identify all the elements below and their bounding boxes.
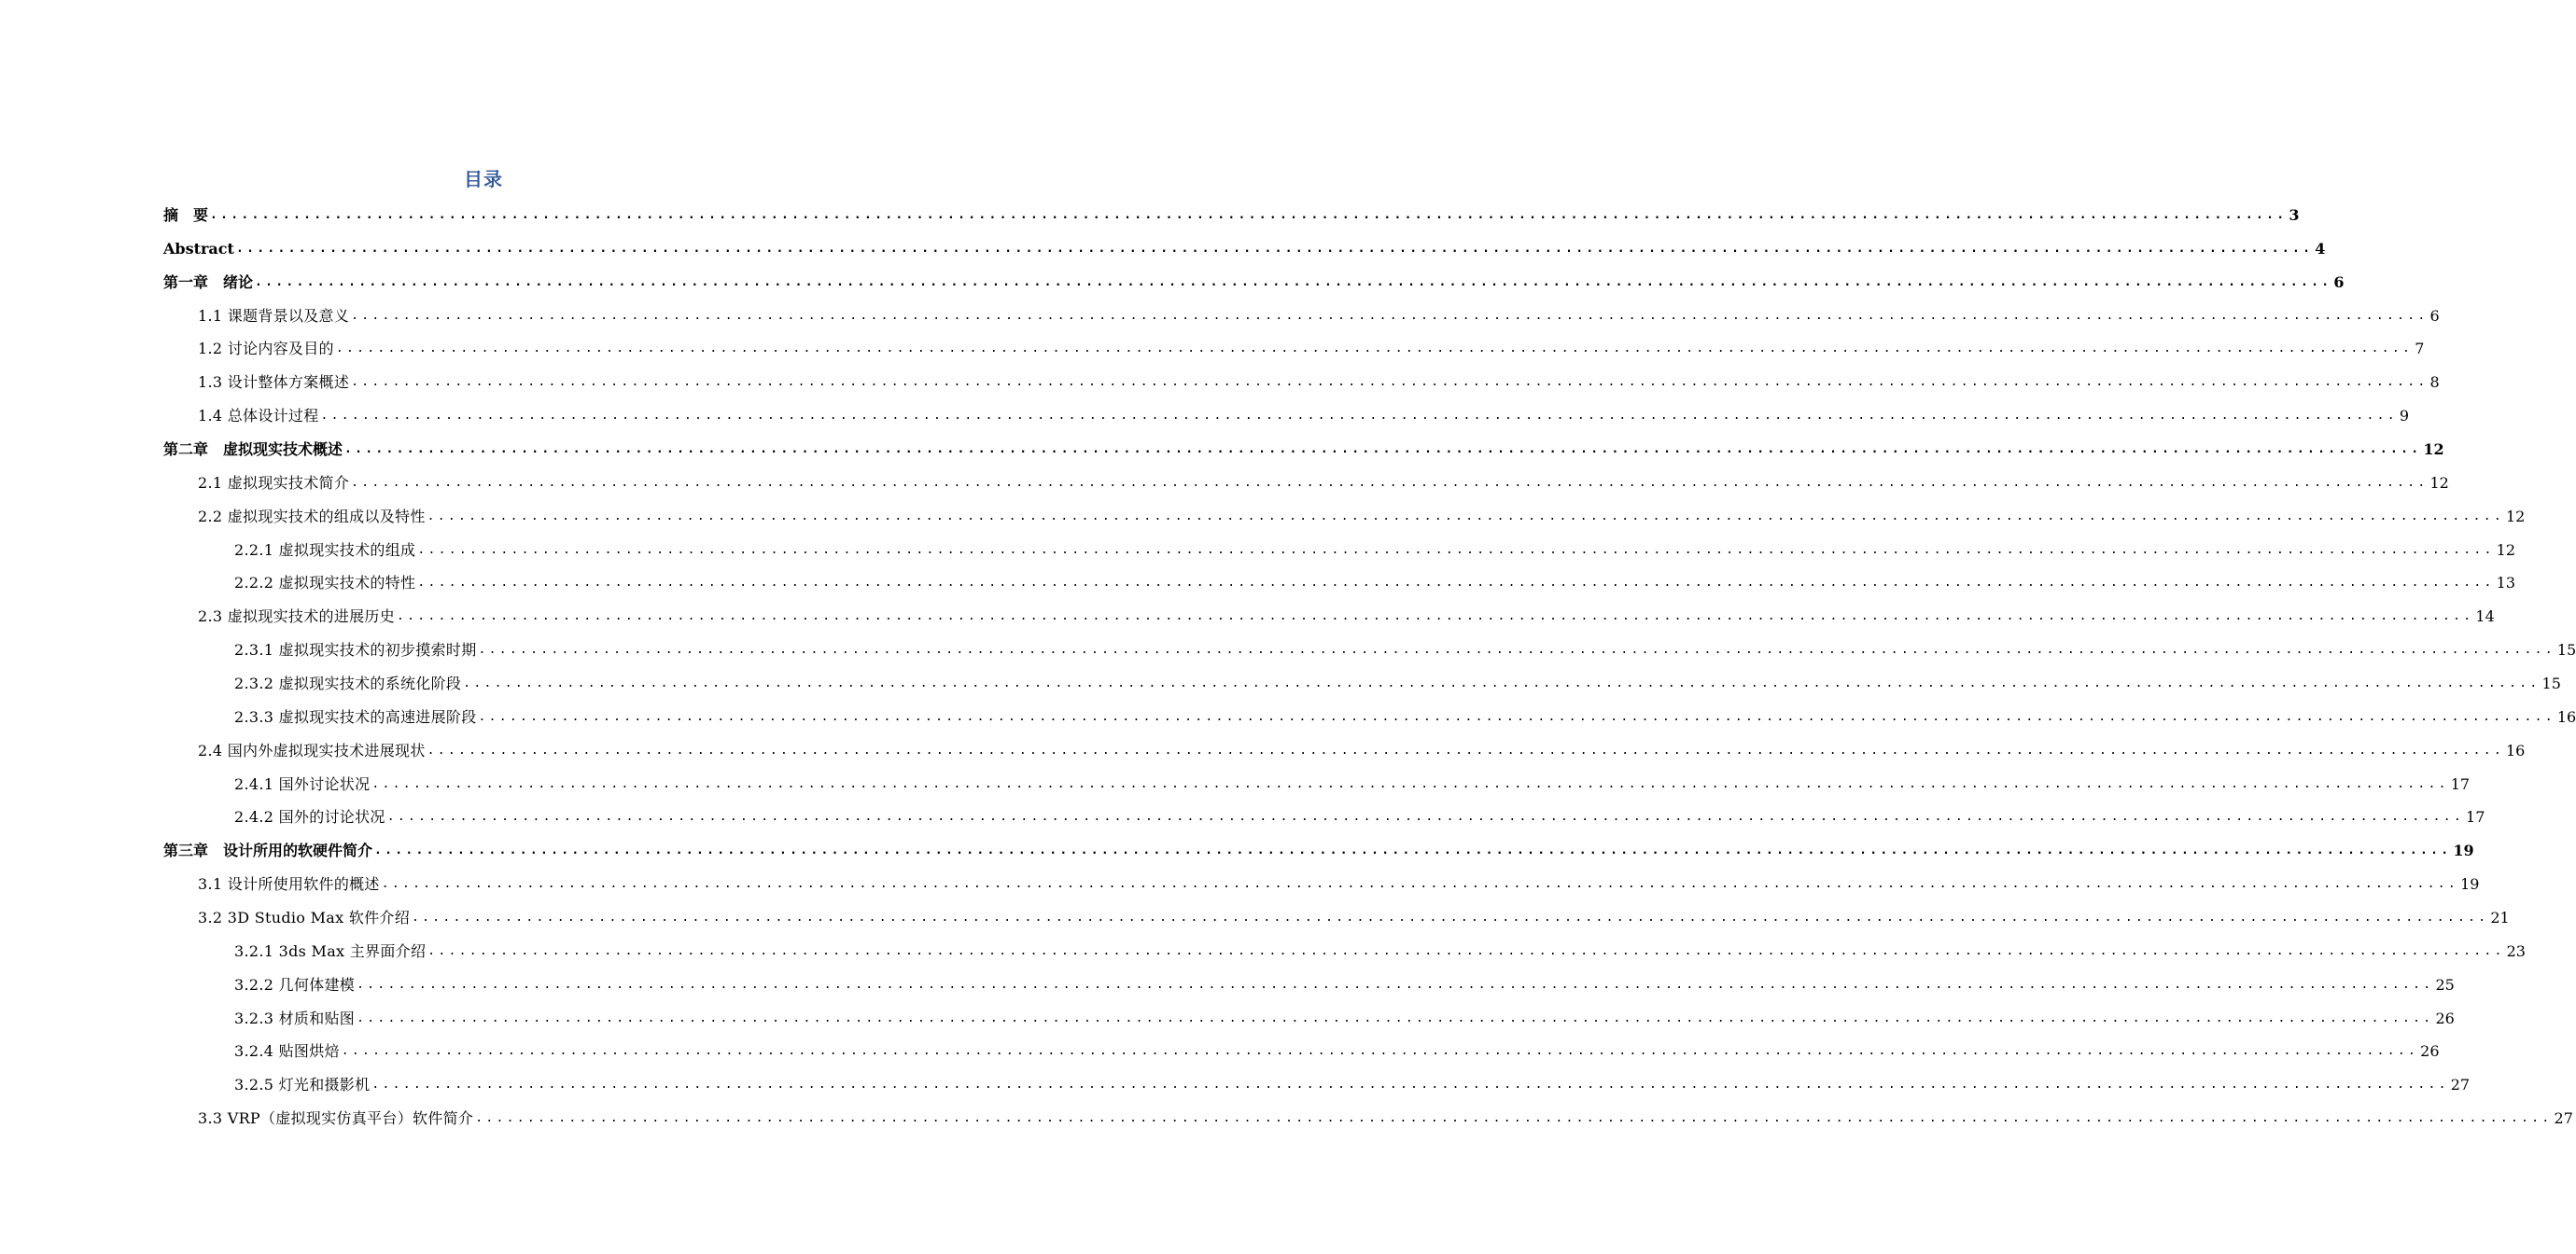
toc-entry-page: 6: [2429, 306, 2440, 325]
toc-entry-label: Abstract: [163, 239, 234, 258]
dot-leader: ........................................................................................................................................................................................................: [335, 341, 2414, 356]
toc-entry-label: 1.2 讨论内容及目的: [198, 340, 334, 358]
dot-leader: ........................................................................................................................................................................................................: [397, 609, 2474, 624]
toc-entry-label: 2.2.1 虚拟现实技术的组成: [234, 540, 416, 559]
dot-leader: ........................................................................................................................................................................................................: [386, 810, 2465, 825]
toc-entry-label: 摘 要: [163, 205, 209, 224]
toc-entry-page: 12: [2496, 540, 2516, 559]
toc-entry-page: 17: [2466, 808, 2485, 827]
dot-leader: ........................................................................................................................................................................................................: [357, 1010, 2434, 1025]
toc-entry-label: 2.4.1 国外讨论状况: [234, 774, 371, 793]
toc-entry-2-2-2[interactable]: [0, 566, 2516, 600]
toc-entry-label: 3.2.1 3ds Max 主界面介绍: [234, 941, 427, 960]
dot-leader: ........................................................................................................................................................................................................: [210, 207, 2288, 222]
dot-leader: ........................................................................................................................................................................................................: [417, 576, 2495, 591]
toc-entry-chapter-2[interactable]: [0, 433, 2444, 467]
dot-leader: ........................................................................................................................................................................................................: [320, 409, 2398, 424]
toc-entry-label: 2.2.2 虚拟现实技术的特性: [234, 574, 416, 592]
toc-entry-3-2-4[interactable]: [0, 1035, 2440, 1068]
toc-entry-1-1[interactable]: [0, 300, 2440, 333]
dot-leader: ........................................................................................................................................................................................................: [417, 542, 2495, 557]
toc-entry-page: 9: [2399, 407, 2410, 425]
toc-entry-3-2-2[interactable]: [0, 968, 2455, 1002]
dot-leader: ........................................................................................................................................................................................................: [427, 943, 2505, 958]
toc-entry-label: 3.2.5 灯光和摄影机: [234, 1076, 371, 1094]
toc-entry-label: 3.2 3D Studio Max 软件介绍: [198, 908, 411, 927]
toc-entry-2-1[interactable]: [0, 467, 2449, 500]
dot-leader: ........................................................................................................................................................................................................: [351, 308, 2429, 323]
toc-entry-label: 第一章 绪论: [163, 272, 254, 291]
toc-entry-label: 2.3 虚拟现实技术的进展历史: [198, 607, 396, 626]
toc-entry-page: 13: [2496, 574, 2516, 592]
toc-entry-chapter-3[interactable]: [0, 834, 2474, 868]
dot-leader: ........................................................................................................................................................................................................: [427, 509, 2504, 523]
toc-entry-page: 4: [2315, 239, 2326, 258]
toc-entry-label: 2.3.1 虚拟现实技术的初步摸索时期: [234, 641, 477, 660]
dot-leader: ........................................................................................................................................................................................................: [235, 241, 2314, 256]
toc-entry-3-2-1[interactable]: [0, 935, 2526, 968]
toc-title: 目录: [464, 168, 503, 190]
dot-leader: ........................................................................................................................................................................................................: [381, 877, 2459, 892]
toc-entry-2-3-3[interactable]: [0, 701, 2576, 734]
toc-entry-3-2[interactable]: [0, 901, 2510, 935]
toc-entry-1-4[interactable]: [0, 399, 2410, 433]
toc-entry-2-3-2[interactable]: [0, 667, 2561, 701]
toc-entry-label: 2.1 虚拟现实技术简介: [198, 473, 350, 492]
toc-entry-2-4[interactable]: [0, 734, 2526, 768]
toc-entry-page: 16: [2505, 741, 2526, 759]
dot-leader: ........................................................................................................................................................................................................: [357, 977, 2434, 992]
toc-entry-label: 3.2.2 几何体建模: [234, 975, 356, 994]
toc-entry-label: 3.1 设计所使用软件的概述: [198, 875, 380, 894]
toc-entry-page: 12: [2429, 473, 2449, 492]
toc-entry-page: 8: [2429, 373, 2440, 392]
toc-entry-label: 2.4 国内外虚拟现实技术进展现状: [198, 741, 426, 759]
toc-entry-2-2[interactable]: [0, 500, 2526, 534]
toc-entry-3-1[interactable]: [0, 868, 2480, 901]
toc-entry-page: 17: [2450, 774, 2471, 793]
toc-entry-page: 12: [2505, 507, 2526, 525]
toc-entry-abstract-cn[interactable]: [0, 199, 2300, 232]
toc-entry-3-2-3[interactable]: [0, 1002, 2455, 1036]
dot-leader: ........................................................................................................................................................................................................: [344, 441, 2422, 456]
toc-entry-1-2[interactable]: [0, 332, 2425, 366]
dot-leader: ........................................................................................................................................................................................................: [341, 1044, 2419, 1059]
toc-entry-label: 第二章 虚拟现实技术概述: [163, 439, 343, 458]
dot-leader: ........................................................................................................................................................................................................: [351, 375, 2429, 390]
dot-leader: ........................................................................................................................................................................................................: [427, 743, 2504, 758]
toc-entry-page: 19: [2453, 842, 2474, 860]
toc-entry-abstract-en[interactable]: [0, 232, 2326, 266]
toc-entry-page: 15: [2541, 674, 2561, 692]
dot-leader: ........................................................................................................................................................................................................: [351, 475, 2429, 490]
toc-entry-label: 1.1 课题背景以及意义: [198, 306, 350, 325]
table-of-contents: [0, 199, 2576, 1136]
toc-entry-page: 19: [2460, 875, 2480, 894]
toc-entry-2-2-1[interactable]: [0, 534, 2516, 567]
toc-entry-page: 16: [2556, 707, 2576, 726]
toc-entry-page: 12: [2423, 439, 2444, 458]
toc-entry-label: 2.3.3 虚拟现实技术的高速进展阶段: [234, 707, 477, 726]
toc-entry-page: 23: [2506, 941, 2526, 960]
toc-entry-label: 第三章 设计所用的软硬件简介: [163, 842, 373, 860]
dot-leader: ........................................................................................................................................................................................................: [412, 910, 2489, 925]
toc-entry-page: 15: [2556, 641, 2576, 660]
toc-entry-3-2-5[interactable]: [0, 1068, 2471, 1102]
toc-entry-chapter-1[interactable]: [0, 266, 2345, 300]
toc-entry-page: 7: [2415, 340, 2425, 358]
toc-entry-2-3-1[interactable]: [0, 634, 2576, 667]
toc-entry-label: 1.3 设计整体方案概述: [198, 373, 350, 392]
toc-entry-label: 3.3 VRP（虚拟现实仿真平台）软件简介: [198, 1109, 474, 1128]
toc-entry-page: 6: [2333, 272, 2345, 291]
dot-leader: ........................................................................................................................................................................................................: [463, 676, 2541, 690]
toc-entry-page: 26: [2420, 1042, 2440, 1061]
dot-leader: ........................................................................................................................................................................................................: [478, 709, 2555, 724]
toc-entry-page: 27: [2450, 1076, 2471, 1094]
toc-entry-1-3[interactable]: [0, 366, 2440, 399]
dot-leader: ........................................................................................................................................................................................................: [374, 843, 2452, 858]
toc-entry-3-3[interactable]: [0, 1102, 2573, 1136]
toc-entry-label: 3.2.3 材质和贴图: [234, 1009, 356, 1027]
dot-leader: ........................................................................................................................................................................................................: [371, 776, 2449, 791]
toc-entry-page: 26: [2435, 1009, 2455, 1027]
toc-entry-page: 21: [2490, 908, 2510, 927]
toc-entry-2-4-1[interactable]: [0, 768, 2471, 801]
dot-leader: ........................................................................................................................................................................................................: [478, 643, 2555, 658]
toc-entry-label: 1.4 总体设计过程: [198, 407, 319, 425]
toc-entry-page: 27: [2554, 1109, 2573, 1128]
dot-leader: ........................................................................................................................................................................................................: [371, 1078, 2449, 1093]
toc-entry-label: 2.4.2 国外的讨论状况: [234, 808, 385, 827]
dot-leader: ........................................................................................................................................................................................................: [255, 274, 2332, 289]
toc-entry-label: 2.2 虚拟现实技术的组成以及特性: [198, 507, 426, 525]
dot-leader: ........................................................................................................................................................................................................: [475, 1111, 2553, 1126]
toc-entry-label: 2.3.2 虚拟现实技术的系统化阶段: [234, 674, 462, 692]
toc-entry-2-4-2[interactable]: [0, 801, 2485, 834]
toc-entry-label: 3.2.4 贴图烘焙: [234, 1042, 340, 1061]
toc-entry-page: 25: [2435, 975, 2455, 994]
toc-entry-page: 14: [2475, 607, 2495, 626]
toc-entry-2-3[interactable]: [0, 600, 2495, 634]
toc-entry-page: 3: [2289, 205, 2300, 224]
